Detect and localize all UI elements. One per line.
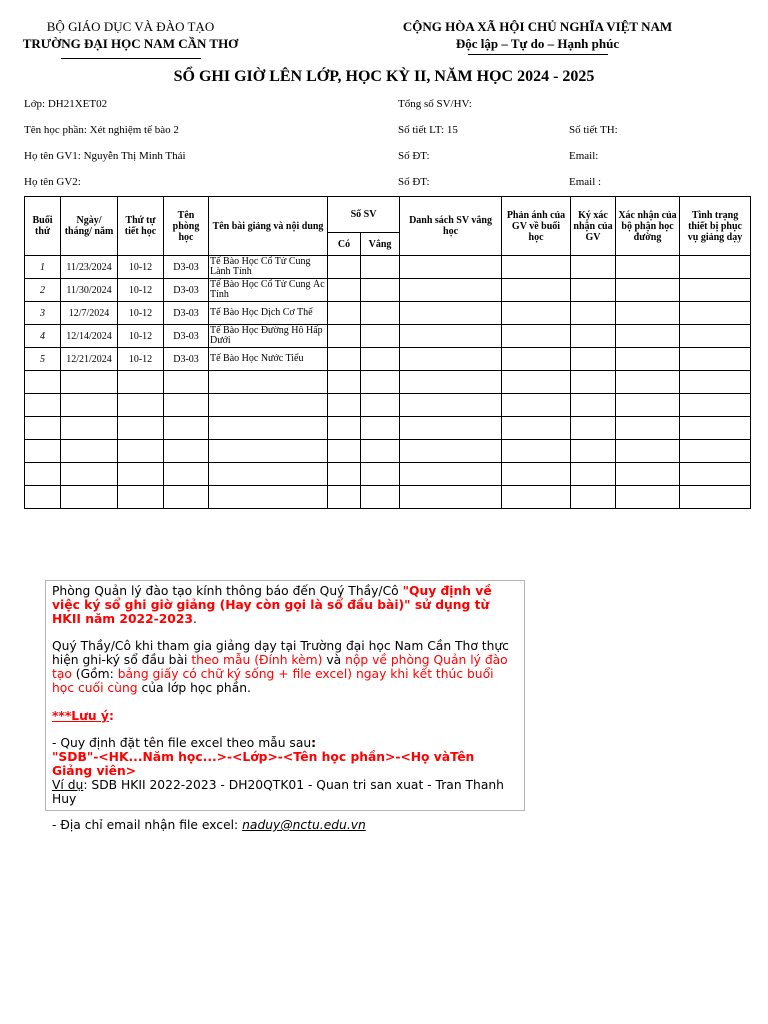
col-present: Có	[328, 233, 361, 256]
filename-format: "SDB"-<HK...Năm học...>-<Lớp>-<Tên học phần>-<Họ vàTên Giảng viên>	[52, 750, 475, 778]
date-cell: 12/7/2024	[61, 302, 118, 325]
session-cell: 5	[25, 348, 61, 371]
email-link[interactable]: naduy@nctu.edu.vn	[242, 818, 366, 832]
col-dept-confirm: Xác nhận của bộ phận học đường	[616, 197, 680, 256]
col-students: Số SV	[328, 197, 400, 233]
col-date: Ngày/ tháng/ năm	[61, 197, 118, 256]
lecturer2-field: Họ tên GV2:	[24, 176, 81, 188]
col-equipment: Tình trạng thiết bị phục vụ giảng dạy	[680, 197, 751, 256]
period-cell: 10-12	[118, 348, 164, 371]
document-title: SỔ GHI GIỜ LÊN LỚP, HỌC KỲ II, NĂM HỌC 2024 - 2025	[173, 68, 595, 85]
date-cell: 11/23/2024	[61, 256, 118, 279]
empty-row	[25, 371, 751, 394]
total-students-field: Tổng số SV/HV:	[398, 98, 472, 110]
empty-row	[25, 394, 751, 417]
table-row	[25, 279, 751, 302]
session-cell: 4	[25, 325, 61, 348]
period-cell: 10-12	[118, 302, 164, 325]
room-cell: D3-03	[164, 325, 209, 348]
col-absent: Vắng	[361, 233, 400, 256]
col-period: Thứ tự tiết học	[118, 197, 164, 256]
col-feedback: Phản ánh của GV về buổi học	[502, 197, 571, 256]
lecturer2-phone-field: Số ĐT:	[398, 176, 430, 188]
notice-paragraph-1: Phòng Quản lý đào tạo kính thông báo đến Quý Thầy/Cô "Quy định về việc ký sổ ghi giờ giảng (Hay còn gọi là sổ đầu bài)" sử dụng từ HKII năm 2022-2023.	[52, 584, 492, 626]
table-row	[25, 348, 751, 371]
period-cell: 10-12	[118, 256, 164, 279]
attendance-log-table	[24, 196, 751, 509]
period-cell: 10-12	[118, 325, 164, 348]
empty-row	[25, 440, 751, 463]
lesson-cell: Tế Bào Học Nước Tiểu	[209, 348, 328, 371]
motto-divider	[468, 54, 608, 55]
table-row	[25, 302, 751, 325]
period-cell: 10-12	[118, 279, 164, 302]
lesson-cell: Tế Bào Học Cổ Tử Cung Ác Tính	[209, 279, 328, 302]
regulation-title: "Quy định về việc ký sổ ghi giờ giảng (Hay còn gọi là sổ đầu bài)" sử dụng từ HKII năm 2022-2023	[52, 584, 492, 626]
col-absent-list: Danh sách SV vắng học	[400, 197, 502, 256]
table-row	[25, 325, 751, 348]
lesson-cell: Tế Bào Học Dịch Cơ Thể	[209, 302, 328, 325]
email-instruction: - Địa chỉ email nhận file excel: naduy@nctu.edu.vn	[52, 818, 366, 832]
practice-hours-field: Số tiết TH:	[569, 124, 618, 136]
date-cell: 12/14/2024	[61, 325, 118, 348]
col-room: Tên phòng học	[164, 197, 209, 256]
table-row	[25, 256, 751, 279]
lecturer1-field: Họ tên GV1: Nguyễn Thị Minh Thái	[24, 150, 186, 162]
notice-paragraph-2: Quý Thầy/Cô khi tham gia giảng dạy tại Trường đại học Nam Cần Thơ thực hiện ghi-ký sổ đầu bài theo mẫu (Đính kèm) và nộp về phòng Quản lý đào tạo (Gồm: bảng giấy có chữ ký sống + file excel) ngay khi kết thúc buổi học cuối cùng của lớp học phần.	[52, 639, 509, 695]
room-cell: D3-03	[164, 348, 209, 371]
room-cell: D3-03	[164, 302, 209, 325]
lecturer2-email-field: Email :	[569, 176, 602, 188]
empty-row	[25, 417, 751, 440]
class-field: Lớp: DH21XET02	[24, 98, 108, 110]
empty-row	[25, 486, 751, 509]
school-header	[18, 18, 243, 59]
session-cell: 3	[25, 302, 61, 325]
lecturer1-phone-field: Số ĐT:	[398, 150, 430, 162]
session-cell: 2	[25, 279, 61, 302]
col-session: Buổi thứ	[25, 197, 61, 256]
date-cell: 11/30/2024	[61, 279, 118, 302]
col-lesson: Tên bài giảng và nội dung	[209, 197, 328, 256]
course-field: Tên học phần: Xét nghiệm tế bào 2	[24, 124, 179, 136]
lesson-cell: Tế Bào Học Đường Hô Hấp Dưới	[209, 325, 328, 348]
note-heading: ***Lưu ý:	[52, 709, 114, 723]
ministry-name: BỘ GIÁO DỤC VÀ ĐÀO TẠO	[46, 19, 215, 34]
theory-hours-field: Số tiết LT: 15	[398, 124, 458, 136]
lecturer1-email-field: Email:	[569, 150, 599, 162]
filename-rule: - Quy định đặt tên file excel theo mẫu sau:	[52, 736, 317, 750]
nation-name: CỘNG HÒA XÃ HỘI CHỦ NGHĨA VIỆT NAM	[402, 19, 673, 34]
filename-example: Ví dụ: SDB HKII 2022-2023 - DH20QTK01 - Quan tri san xuat - Tran Thanh Huy	[52, 778, 504, 806]
header-divider	[61, 58, 201, 59]
room-cell: D3-03	[164, 256, 209, 279]
date-cell: 12/21/2024	[61, 348, 118, 371]
university-name: TRƯỜNG ĐẠI HỌC NAM CẦN THƠ	[22, 36, 239, 51]
lesson-cell: Tế Bào Học Cổ Tử Cung Lành Tính	[209, 256, 328, 279]
national-motto: Độc lập – Tự do – Hạnh phúc	[455, 36, 620, 51]
session-cell: 1	[25, 256, 61, 279]
empty-row	[25, 463, 751, 486]
national-header	[395, 18, 680, 55]
notice-box	[45, 580, 525, 811]
room-cell: D3-03	[164, 279, 209, 302]
col-gv-sign: Ký xác nhận của GV	[571, 197, 616, 256]
